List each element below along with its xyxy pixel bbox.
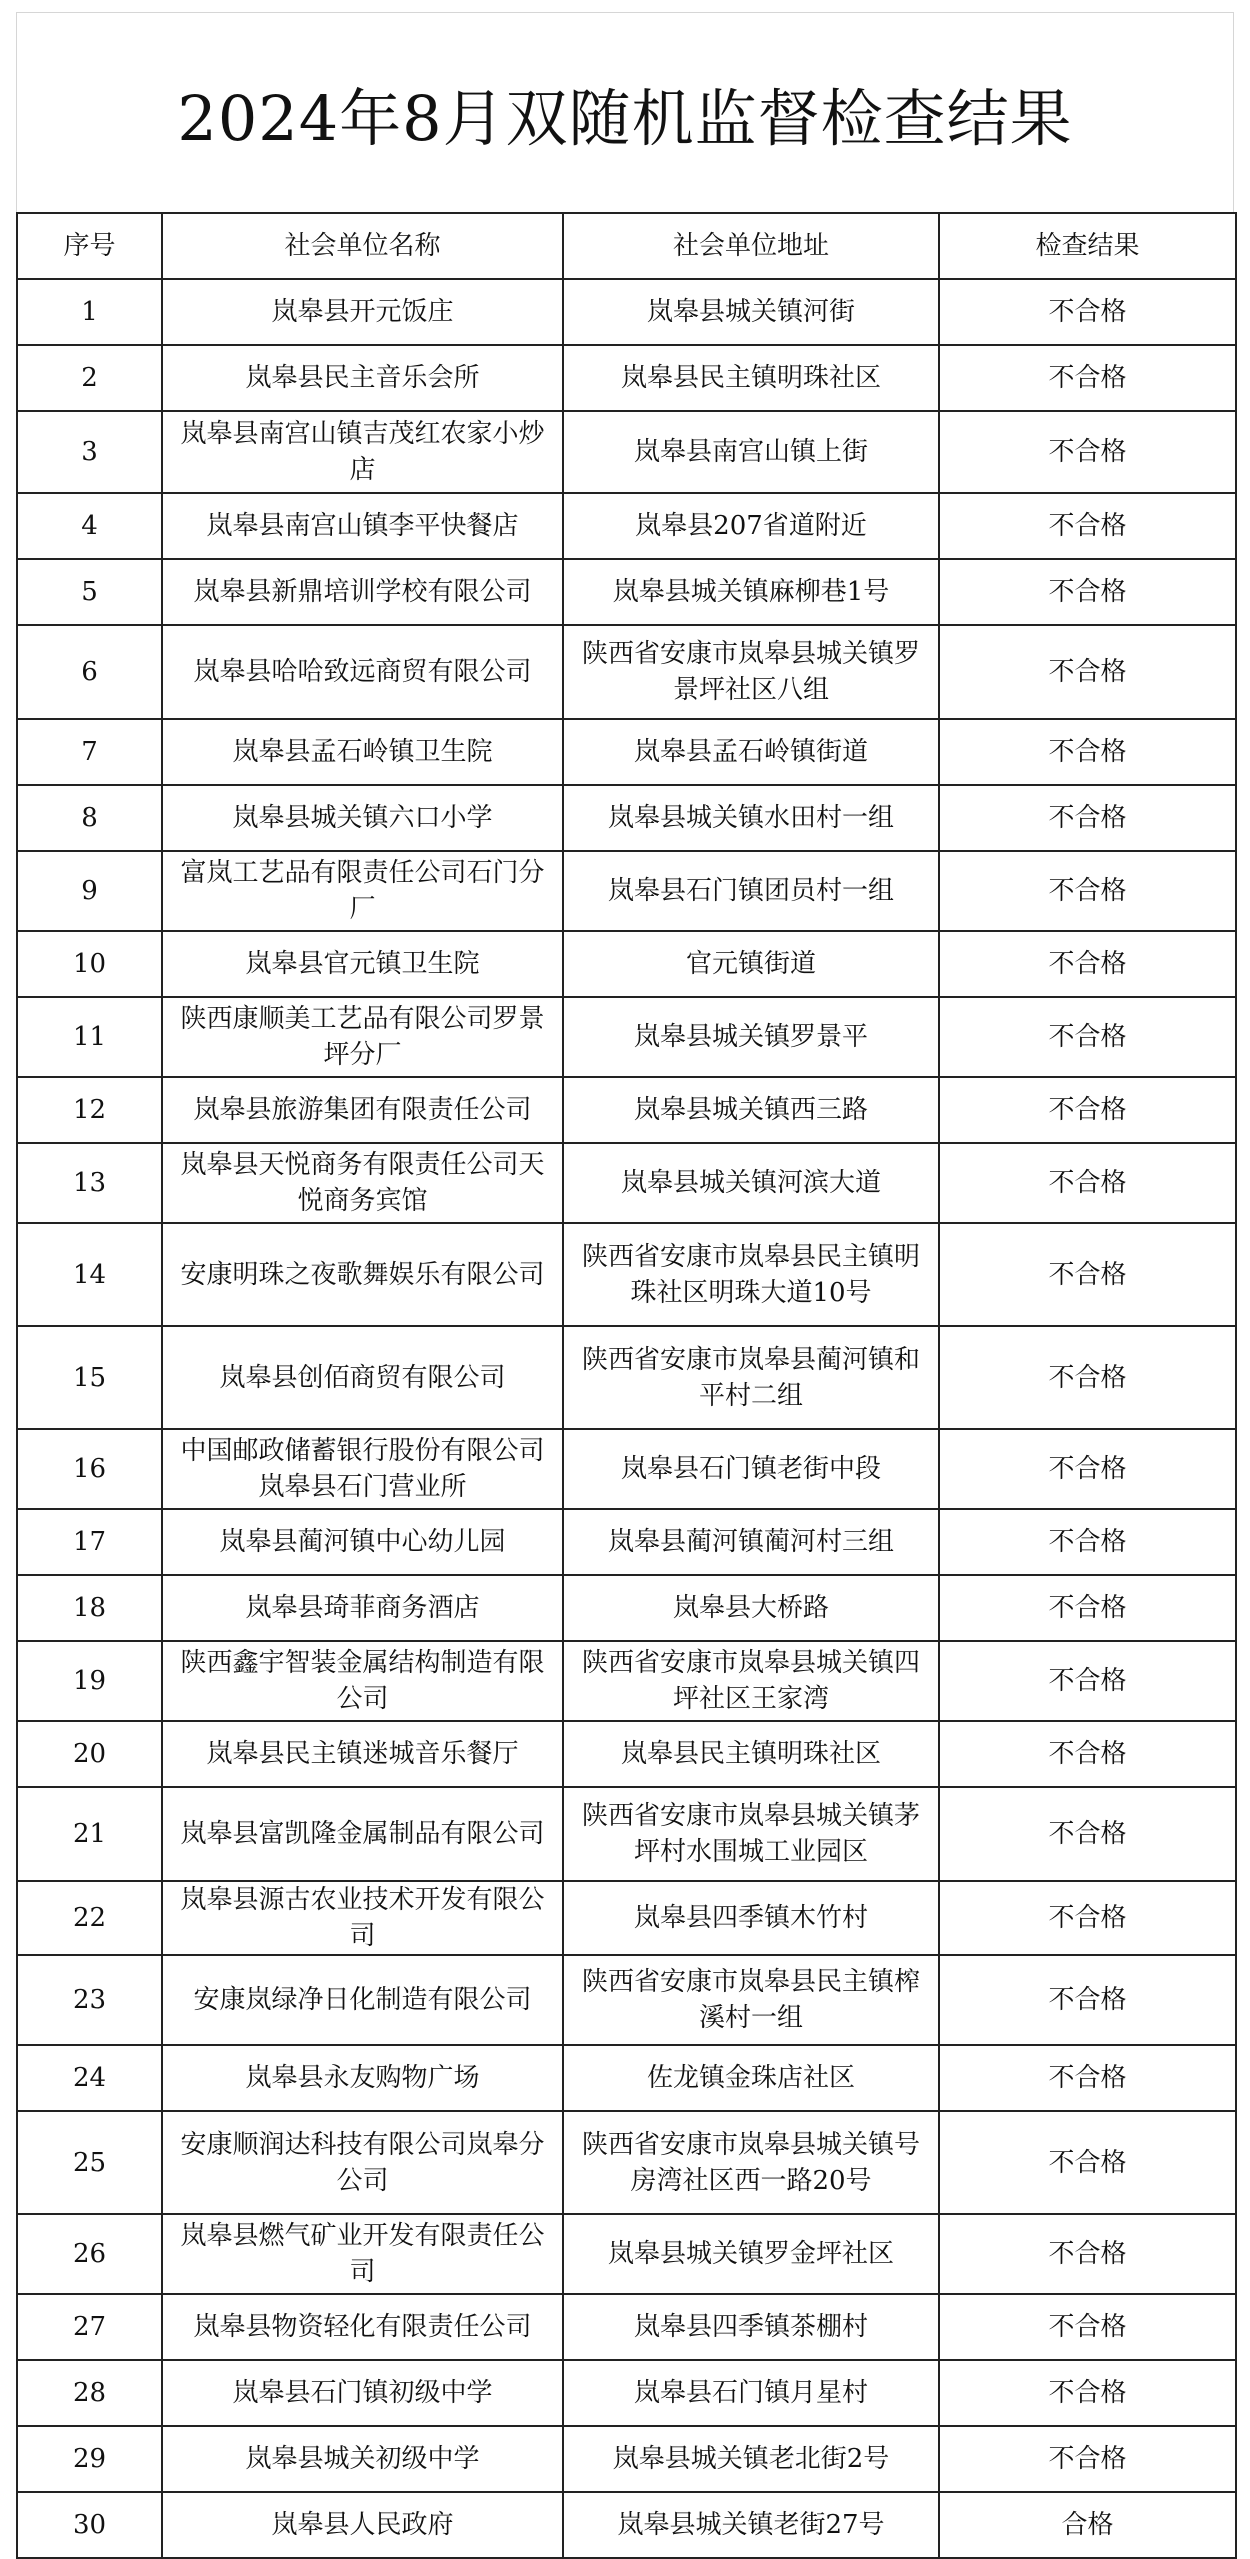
cell-name: 陕西鑫宇智装金属结构制造有限公司	[162, 1641, 563, 1721]
cell-address: 佐龙镇金珠店社区	[563, 2045, 939, 2111]
cell-result: 不合格	[939, 2426, 1236, 2492]
table-row	[17, 1429, 1236, 1509]
cell-name: 岚皋县富凯隆金属制品有限公司	[162, 1787, 563, 1881]
table-row	[17, 785, 1236, 851]
cell-no: 22	[17, 1881, 162, 1955]
cell-address: 岚皋县石门镇团员村一组	[563, 851, 939, 931]
cell-address: 岚皋县四季镇木竹村	[563, 1881, 939, 1955]
cell-result: 不合格	[939, 1721, 1236, 1787]
cell-address: 岚皋县石门镇老街中段	[563, 1429, 939, 1509]
cell-name: 岚皋县南宫山镇吉茂红农家小炒店	[162, 411, 563, 493]
cell-name: 岚皋县创佰商贸有限公司	[162, 1326, 563, 1429]
cell-no: 10	[17, 931, 162, 997]
cell-name: 安康明珠之夜歌舞娱乐有限公司	[162, 1223, 563, 1326]
table-row	[17, 931, 1236, 997]
table-row	[17, 493, 1236, 559]
document-sheet	[16, 12, 1234, 2540]
cell-result: 不合格	[939, 1881, 1236, 1955]
cell-no: 30	[17, 2492, 162, 2558]
table-row	[17, 2492, 1236, 2558]
cell-result: 不合格	[939, 1326, 1236, 1429]
cell-name: 安康岚绿净日化制造有限公司	[162, 1955, 563, 2045]
cell-name: 岚皋县旅游集团有限责任公司	[162, 1077, 563, 1143]
cell-no: 12	[17, 1077, 162, 1143]
cell-address: 岚皋县207省道附近	[563, 493, 939, 559]
cell-address: 陕西省安康市岚皋县民主镇明珠社区明珠大道10号	[563, 1223, 939, 1326]
cell-result: 不合格	[939, 1077, 1236, 1143]
cell-name: 岚皋县琦菲商务酒店	[162, 1575, 563, 1641]
cell-result: 不合格	[939, 2214, 1236, 2294]
cell-name: 岚皋县民主镇迷城音乐餐厅	[162, 1721, 563, 1787]
cell-no: 4	[17, 493, 162, 559]
cell-name: 富岚工艺品有限责任公司石门分厂	[162, 851, 563, 931]
cell-no: 1	[17, 279, 162, 345]
cell-no: 17	[17, 1509, 162, 1575]
cell-no: 9	[17, 851, 162, 931]
cell-address: 岚皋县城关镇西三路	[563, 1077, 939, 1143]
table-row	[17, 719, 1236, 785]
cell-no: 19	[17, 1641, 162, 1721]
cell-name: 岚皋县永友购物广场	[162, 2045, 563, 2111]
cell-name: 岚皋县民主音乐会所	[162, 345, 563, 411]
cell-no: 24	[17, 2045, 162, 2111]
cell-name: 岚皋县人民政府	[162, 2492, 563, 2558]
cell-name: 中国邮政储蓄银行股份有限公司岚皋县石门营业所	[162, 1429, 563, 1509]
cell-address: 岚皋县大桥路	[563, 1575, 939, 1641]
table-row	[17, 345, 1236, 411]
cell-address: 陕西省安康市岚皋县民主镇榨溪村一组	[563, 1955, 939, 2045]
cell-address: 官元镇街道	[563, 931, 939, 997]
table-row	[17, 1721, 1236, 1787]
cell-result: 不合格	[939, 493, 1236, 559]
cell-result: 不合格	[939, 345, 1236, 411]
table-row	[17, 2214, 1236, 2294]
table-row	[17, 2045, 1236, 2111]
cell-result: 不合格	[939, 931, 1236, 997]
table-row	[17, 2111, 1236, 2214]
cell-address: 陕西省安康市岚皋县城关镇罗景坪社区八组	[563, 625, 939, 719]
table-row	[17, 1575, 1236, 1641]
cell-no: 18	[17, 1575, 162, 1641]
cell-no: 3	[17, 411, 162, 493]
cell-name: 岚皋县石门镇初级中学	[162, 2360, 563, 2426]
cell-name: 岚皋县官元镇卫生院	[162, 931, 563, 997]
cell-address: 岚皋县城关镇老北街2号	[563, 2426, 939, 2492]
cell-name: 岚皋县开元饭庄	[162, 279, 563, 345]
table-row	[17, 1509, 1236, 1575]
cell-name: 岚皋县城关镇六口小学	[162, 785, 563, 851]
table-row	[17, 1955, 1236, 2045]
cell-no: 8	[17, 785, 162, 851]
table-row	[17, 559, 1236, 625]
cell-result: 不合格	[939, 785, 1236, 851]
table-row	[17, 1641, 1236, 1721]
table-row	[17, 625, 1236, 719]
page-title: 2024年8月双随机监督检查结果	[177, 82, 1073, 155]
title-box	[16, 12, 1234, 212]
table-row	[17, 1326, 1236, 1429]
cell-address: 岚皋县城关镇麻柳巷1号	[563, 559, 939, 625]
cell-result: 不合格	[939, 1223, 1236, 1326]
cell-address: 岚皋县城关镇罗金坪社区	[563, 2214, 939, 2294]
cell-no: 11	[17, 997, 162, 1077]
cell-no: 27	[17, 2294, 162, 2360]
cell-result: 不合格	[939, 411, 1236, 493]
table-row	[17, 1223, 1236, 1326]
cell-name: 岚皋县燃气矿业开发有限责任公司	[162, 2214, 563, 2294]
table-row	[17, 1077, 1236, 1143]
table-row	[17, 997, 1236, 1077]
cell-result: 不合格	[939, 559, 1236, 625]
cell-result: 不合格	[939, 2045, 1236, 2111]
cell-address: 岚皋县城关镇河街	[563, 279, 939, 345]
cell-result: 不合格	[939, 2294, 1236, 2360]
cell-result: 不合格	[939, 1641, 1236, 1721]
cell-name: 岚皋县物资轻化有限责任公司	[162, 2294, 563, 2360]
cell-result: 不合格	[939, 1955, 1236, 2045]
cell-no: 7	[17, 719, 162, 785]
header-address: 社会单位地址	[563, 213, 939, 279]
cell-name: 陕西康顺美工艺品有限公司罗景坪分厂	[162, 997, 563, 1077]
cell-address: 陕西省安康市岚皋县蔺河镇和平村二组	[563, 1326, 939, 1429]
cell-result: 不合格	[939, 279, 1236, 345]
cell-no: 16	[17, 1429, 162, 1509]
cell-no: 14	[17, 1223, 162, 1326]
cell-result: 不合格	[939, 1143, 1236, 1223]
header-name: 社会单位名称	[162, 213, 563, 279]
header-no: 序号	[17, 213, 162, 279]
cell-no: 25	[17, 2111, 162, 2214]
cell-no: 23	[17, 1955, 162, 2045]
cell-result: 不合格	[939, 2111, 1236, 2214]
table-row	[17, 2426, 1236, 2492]
cell-no: 13	[17, 1143, 162, 1223]
cell-address: 岚皋县四季镇茶棚村	[563, 2294, 939, 2360]
cell-result: 不合格	[939, 1575, 1236, 1641]
cell-address: 岚皋县城关镇罗景平	[563, 997, 939, 1077]
table-row	[17, 1143, 1236, 1223]
cell-name: 岚皋县蔺河镇中心幼儿园	[162, 1509, 563, 1575]
cell-result: 不合格	[939, 997, 1236, 1077]
cell-name: 岚皋县天悦商务有限责任公司天悦商务宾馆	[162, 1143, 563, 1223]
cell-name: 岚皋县哈哈致远商贸有限公司	[162, 625, 563, 719]
cell-no: 29	[17, 2426, 162, 2492]
cell-no: 6	[17, 625, 162, 719]
cell-name: 安康顺润达科技有限公司岚皋分公司	[162, 2111, 563, 2214]
table-row	[17, 2294, 1236, 2360]
inspection-results-table	[16, 212, 1237, 2559]
cell-no: 21	[17, 1787, 162, 1881]
cell-address: 岚皋县城关镇老街27号	[563, 2492, 939, 2558]
cell-name: 岚皋县南宫山镇李平快餐店	[162, 493, 563, 559]
cell-result: 不合格	[939, 719, 1236, 785]
table-row	[17, 411, 1236, 493]
cell-address: 岚皋县石门镇月星村	[563, 2360, 939, 2426]
cell-result: 不合格	[939, 1509, 1236, 1575]
cell-no: 5	[17, 559, 162, 625]
cell-result: 合格	[939, 2492, 1236, 2558]
cell-name: 岚皋县新鼎培训学校有限公司	[162, 559, 563, 625]
cell-address: 陕西省安康市岚皋县城关镇茅坪村水围城工业园区	[563, 1787, 939, 1881]
cell-name: 岚皋县源古农业技术开发有限公司	[162, 1881, 563, 1955]
cell-result: 不合格	[939, 2360, 1236, 2426]
cell-address: 岚皋县城关镇河滨大道	[563, 1143, 939, 1223]
cell-address: 岚皋县民主镇明珠社区	[563, 345, 939, 411]
cell-no: 15	[17, 1326, 162, 1429]
cell-address: 岚皋县民主镇明珠社区	[563, 1721, 939, 1787]
cell-no: 28	[17, 2360, 162, 2426]
cell-result: 不合格	[939, 1787, 1236, 1881]
cell-address: 岚皋县南宫山镇上街	[563, 411, 939, 493]
table-row	[17, 851, 1236, 931]
table-row	[17, 1787, 1236, 1881]
cell-address: 陕西省安康市岚皋县城关镇四坪社区王家湾	[563, 1641, 939, 1721]
cell-no: 2	[17, 345, 162, 411]
cell-no: 20	[17, 1721, 162, 1787]
cell-name: 岚皋县城关初级中学	[162, 2426, 563, 2492]
cell-result: 不合格	[939, 625, 1236, 719]
cell-address: 岚皋县蔺河镇蔺河村三组	[563, 1509, 939, 1575]
cell-result: 不合格	[939, 851, 1236, 931]
table-row	[17, 2360, 1236, 2426]
cell-address: 岚皋县孟石岭镇街道	[563, 719, 939, 785]
header-row	[17, 213, 1236, 279]
cell-address: 岚皋县城关镇水田村一组	[563, 785, 939, 851]
cell-name: 岚皋县孟石岭镇卫生院	[162, 719, 563, 785]
table-row	[17, 279, 1236, 345]
cell-no: 26	[17, 2214, 162, 2294]
cell-result: 不合格	[939, 1429, 1236, 1509]
table-row	[17, 1881, 1236, 1955]
cell-address: 陕西省安康市岚皋县城关镇号房湾社区西一路20号	[563, 2111, 939, 2214]
header-result: 检查结果	[939, 213, 1236, 279]
